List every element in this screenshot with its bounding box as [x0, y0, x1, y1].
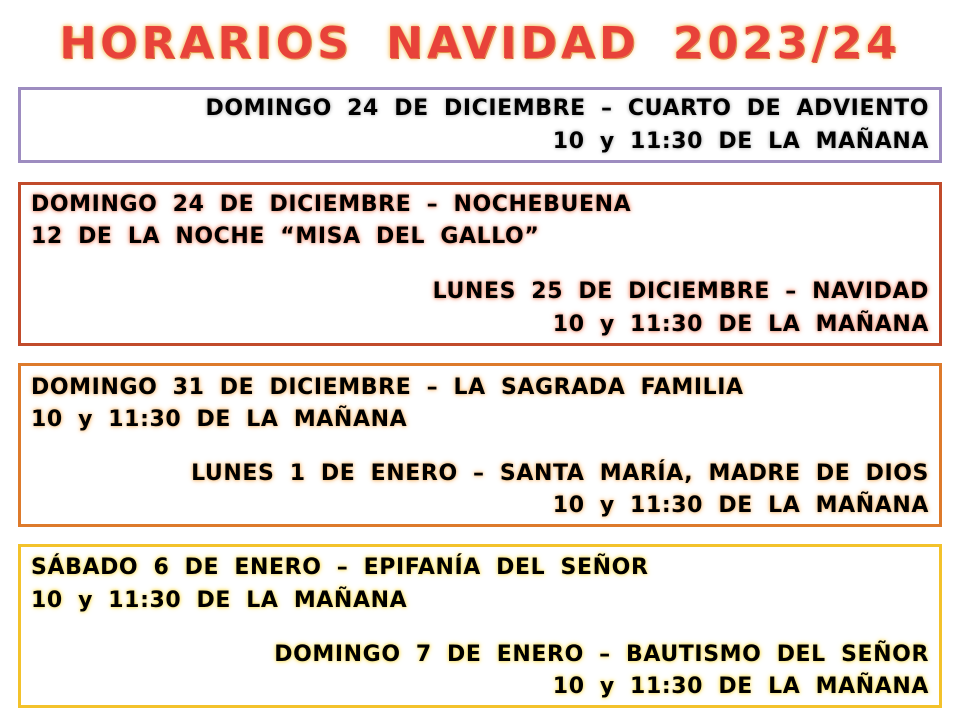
event-heading: DOMINGO 24 DE DICIEMBRE – CUARTO DE ADVIENTO: [205, 96, 929, 121]
event-heading: DOMINGO 31 DE DICIEMBRE – LA SAGRADA FAMILIA: [31, 375, 744, 400]
schedule-box-holy-family: [18, 363, 942, 527]
event-time: 10 y 11:30 DE LA MAÑANA: [552, 312, 929, 337]
event-time: 10 y 11:30 DE LA MAÑANA: [552, 674, 929, 699]
event-heading: SÁBADO 6 DE ENERO – EPIFANÍA DEL SEÑOR: [31, 555, 649, 580]
event-time: 10 y 11:30 DE LA MAÑANA: [31, 407, 408, 432]
event-time: 12 DE LA NOCHE “MISA DEL GALLO”: [31, 224, 540, 249]
event-heading: DOMINGO 24 DE DICIEMBRE – NOCHEBUENA: [31, 192, 632, 217]
event-time: 10 y 11:30 DE LA MAÑANA: [552, 129, 929, 154]
event-time: 10 y 11:30 DE LA MAÑANA: [552, 493, 929, 518]
schedule-box-christmas: [18, 182, 942, 346]
schedule-box-epiphany: [18, 544, 942, 708]
event-heading: LUNES 1 DE ENERO – SANTA MARÍA, MADRE DE DIOS: [191, 461, 929, 486]
event-time: 10 y 11:30 DE LA MAÑANA: [31, 588, 408, 613]
event-heading: LUNES 25 DE DICIEMBRE – NAVIDAD: [432, 279, 929, 304]
schedule-box-advent: [18, 87, 942, 163]
page-title: HORARIOS NAVIDAD 2023/24: [59, 18, 901, 69]
event-heading: DOMINGO 7 DE ENERO – BAUTISMO DEL SEÑOR: [274, 642, 929, 667]
